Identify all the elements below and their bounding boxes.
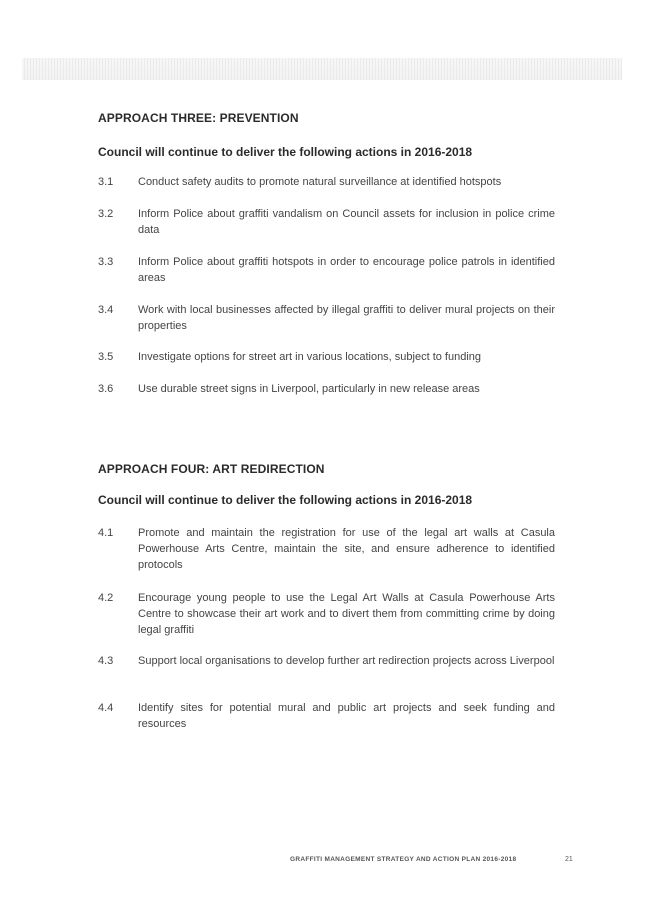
list-item: [98, 700, 555, 732]
list-item: [98, 653, 555, 669]
section-four-heading: APPROACH FOUR: ART REDIRECTION: [98, 462, 325, 476]
item-text: Conduct safety audits to promote natural surveillance at identified hotspots: [138, 176, 502, 188]
section-three-heading: APPROACH THREE: PREVENTION: [98, 111, 299, 125]
item-text: Inform Police about graffiti vandalism on Council assets for inclusion in police crime data: [138, 208, 555, 236]
item-text: Identify sites for potential mural and public art projects and seek funding and resources: [138, 702, 555, 730]
item-number: 3.2: [98, 208, 114, 220]
header-band: [22, 58, 622, 80]
item-text: Investigate options for street art in various locations, subject to funding: [138, 351, 482, 363]
list-item: [98, 590, 555, 638]
item-number: 3.5: [98, 351, 114, 363]
list-item: [98, 254, 555, 286]
section-three-subheading: Council will continue to deliver the following actions in 2016-2018: [98, 145, 473, 159]
list-item: [98, 174, 555, 190]
list-item: [98, 302, 555, 334]
item-text: Work with local businesses affected by illegal graffiti to deliver mural projects on their properties: [138, 304, 555, 332]
item-text: Encourage young people to use the Legal Art Walls at Casula Powerhouse Arts Centre to showcase their art work and to divert them from committing crime by doing legal graffiti: [138, 592, 555, 636]
list-item: [98, 349, 555, 365]
item-number: 4.4: [98, 702, 114, 714]
item-number: 4.3: [98, 655, 114, 667]
item-number: 3.1: [98, 176, 114, 188]
item-number: 3.6: [98, 383, 114, 395]
list-item: [98, 206, 555, 238]
item-number: 3.3: [98, 256, 114, 268]
list-item: [98, 381, 555, 397]
item-text: Support local organisations to develop further art redirection projects across Liverpool: [138, 655, 555, 667]
list-item: [98, 525, 555, 573]
item-text: Inform Police about graffiti hotspots in order to encourage police patrols in identified areas: [138, 256, 555, 284]
item-number: 4.2: [98, 592, 114, 604]
footer-title: GRAFFITI MANAGEMENT STRATEGY AND ACTION PLAN 2016-2018: [290, 856, 517, 863]
item-text: Promote and maintain the registration for use of the legal art walls at Casula Powerhouse Arts Centre, maintain the site, and ensure adherence to identified protocols: [138, 527, 555, 571]
page-number: 21: [565, 856, 573, 863]
item-number: 4.1: [98, 527, 114, 539]
item-text: Use durable street signs in Liverpool, particularly in new release areas: [138, 383, 480, 395]
section-four-subheading: Council will continue to deliver the following actions in 2016-2018: [98, 493, 473, 507]
item-number: 3.4: [98, 304, 114, 316]
